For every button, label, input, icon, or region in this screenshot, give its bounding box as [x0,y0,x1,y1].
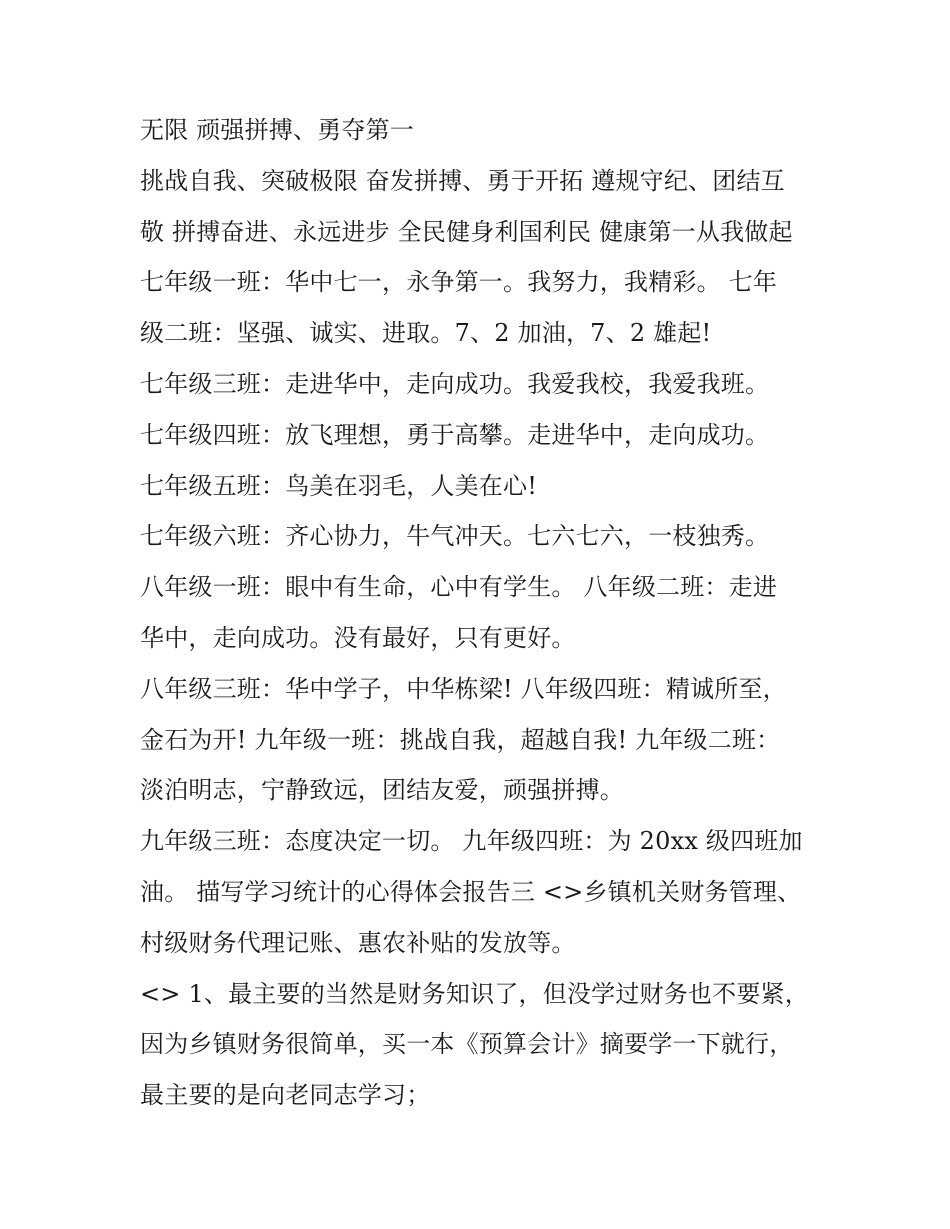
text-line: 华中，走向成功。没有最好，只有更好。 [140,623,576,652]
text-line: 因为乡镇财务很简单，买一本《预算会计》摘要学一下就行， [140,1030,794,1059]
text-line: 淡泊明志，宁静致远，团结友爱，顽强拼搏。 [140,776,624,805]
text-line: 七年级四班：放飞理想，勇于高攀。走进华中，走向成功。 [140,420,770,449]
text-line: 八年级一班：眼中有生命，心中有学生。 八年级二班：走进 [140,573,778,602]
text-line: 七年级三班：走进华中，走向成功。我爱我校，我爱我班。 [140,369,770,398]
text-line: 八年级三班：华中学子，中华栋梁! 八年级四班：精诚所至， [140,674,787,703]
text-line: 七年级六班：齐心协力，牛气冲天。七六七六，一枝独秀。 [140,522,770,551]
text-line: 挑战自我、突破极限 奋发拼搏、勇于开拓 遵规守纪、团结互 [140,166,785,195]
text-line: 无限 顽强拼搏、勇夺第一 [140,116,415,144]
text-line: 油。 描写学习统计的心得体会报告三 <>乡镇机关财务管理、 [140,877,802,906]
text-line: 七年级一班：华中七一，永争第一。我努力，我精彩。 七年 [140,268,778,297]
text-line: 敬 拼搏奋进、永远进步 全民健身利国利民 健康第一从我做起 [140,217,793,246]
text-line: 金石为开! 九年级一班：挑战自我，超越自我! 九年级二班： [140,725,781,754]
text-line: 级二班：坚强、诚实、进取。7、2 加油，7、2 雄起! [140,319,712,348]
text-line: <> 1、最主要的当然是财务知识了，但没学过财务也不要紧， [140,979,809,1008]
document-body [140,112,820,1128]
text-line: 最主要的是向老同志学习； [140,1081,431,1110]
text-line: 村级财务代理记账、惠农补贴的发放等。 [140,928,576,957]
text-line: 七年级五班：鸟美在羽毛，人美在心! [140,471,538,500]
text-line: 九年级三班：态度决定一切。 九年级四班：为 20xx 级四班加 [140,827,803,856]
